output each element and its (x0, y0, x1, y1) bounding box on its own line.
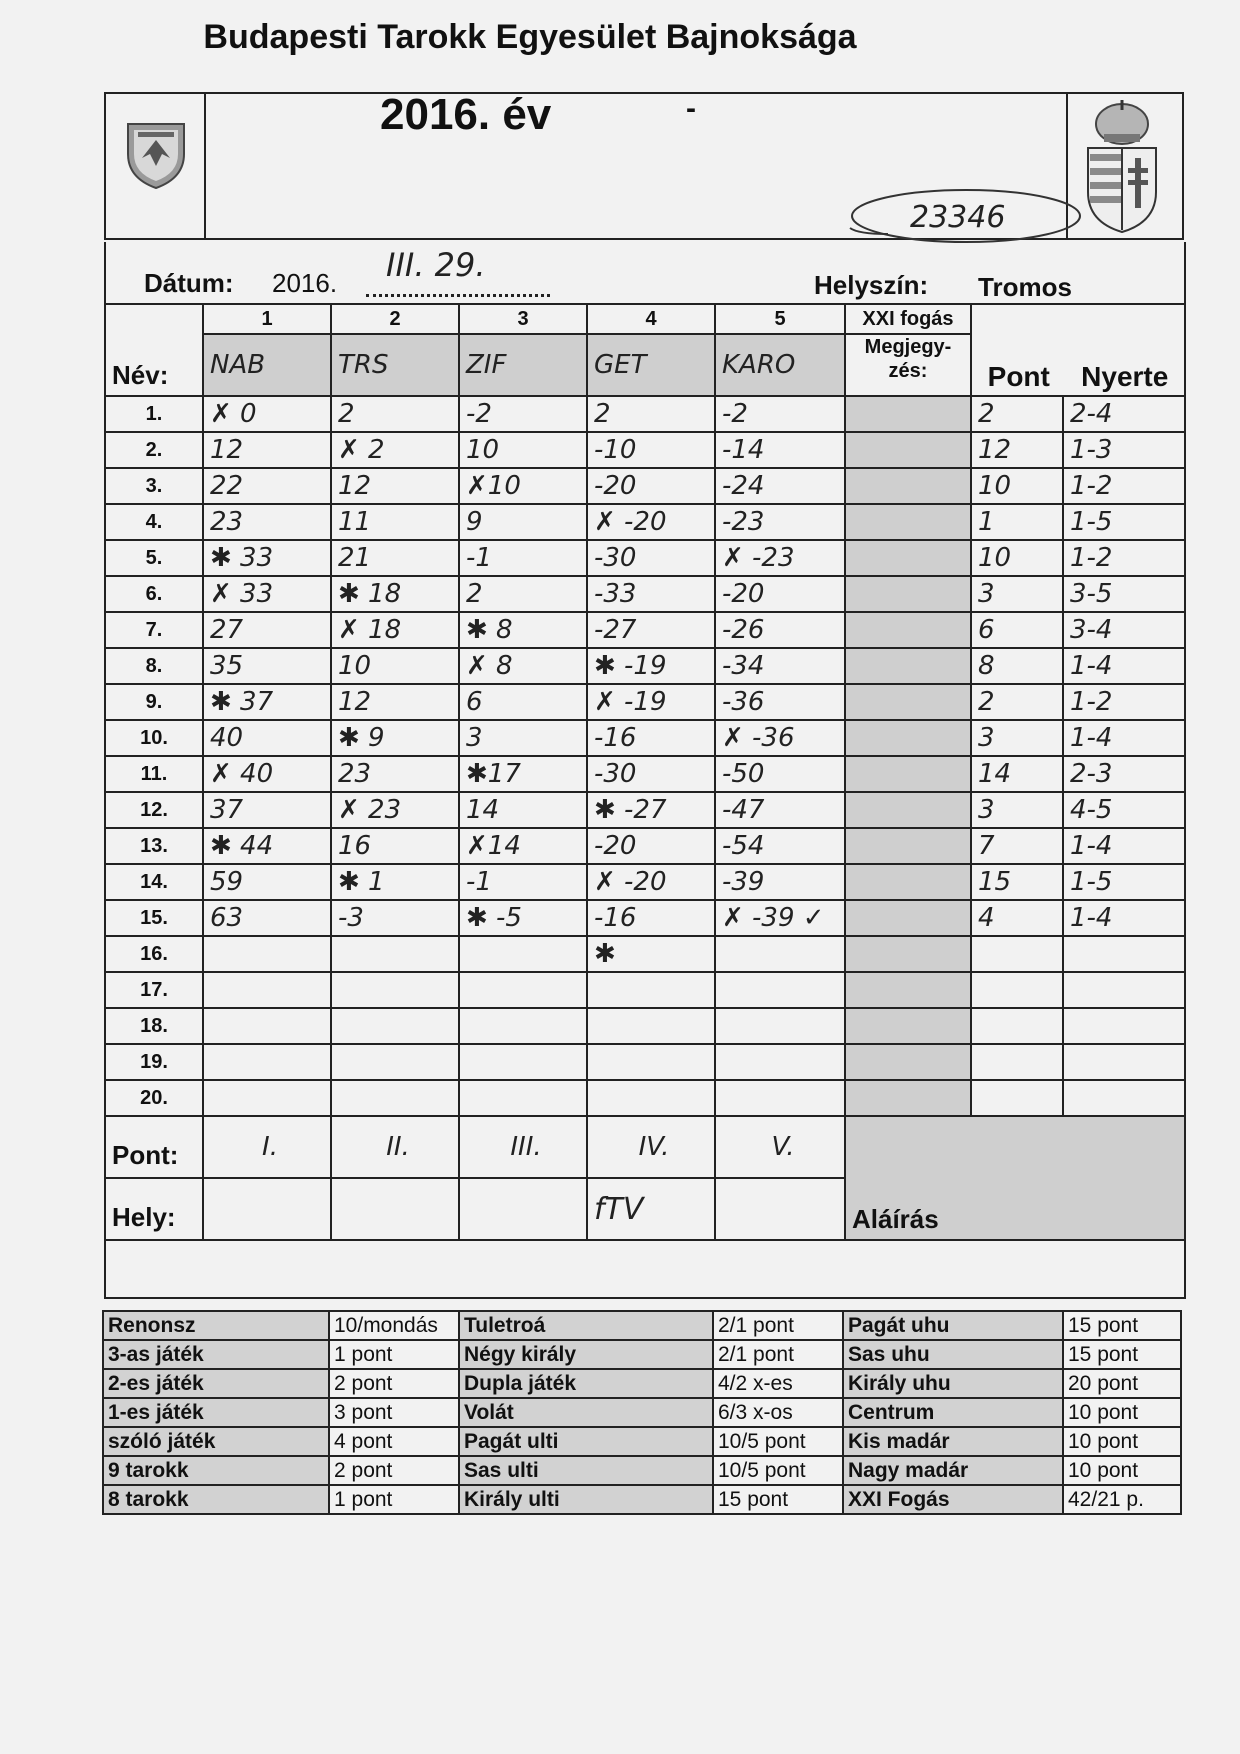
rules-row (103, 1369, 1181, 1398)
row-number: 13. (105, 828, 203, 864)
score-cell (459, 1008, 587, 1044)
note-cell (845, 684, 971, 720)
date-prefix: 2016. (272, 268, 338, 298)
player-name-3: ZIF (459, 334, 587, 396)
pont-cell: 3 (971, 792, 1063, 828)
pont-label: Pont: (105, 1116, 203, 1178)
rules-cell: Centrum (843, 1398, 1063, 1427)
score-cell (331, 972, 459, 1008)
note-cell (845, 576, 971, 612)
coat-of-arms-icon (1082, 96, 1162, 236)
score-cell: -50 (715, 756, 845, 792)
row-number: 12. (105, 792, 203, 828)
table-row (105, 720, 1185, 756)
nyerte-cell: 1-2 (1063, 684, 1185, 720)
nyerte-cell: 2-4 (1063, 396, 1185, 432)
score-cell: 6 (459, 684, 587, 720)
score-cell: ✱ 8 (459, 612, 587, 648)
note-cell (845, 1080, 971, 1116)
score-cell: -20 (587, 468, 715, 504)
rules-cell: Dupla játék (459, 1369, 713, 1398)
note-cell (845, 1044, 971, 1080)
nyerte-cell (1063, 972, 1185, 1008)
year-dash: - (686, 92, 696, 125)
row-number: 7. (105, 612, 203, 648)
blank-band (105, 1240, 1185, 1298)
pont-cell: 3 (971, 720, 1063, 756)
rules-cell: szóló játék (103, 1427, 329, 1456)
score-cell: 12 (331, 684, 459, 720)
table-row (105, 684, 1185, 720)
year-heading: 2016. év (380, 90, 552, 139)
player-name-1: NAB (203, 334, 331, 396)
score-cell: -34 (715, 648, 845, 684)
score-cell: ✱ 33 (203, 540, 331, 576)
rules-row (103, 1456, 1181, 1485)
pont-value-3: III. (459, 1116, 587, 1178)
rules-cell: 4 pont (329, 1427, 459, 1456)
row-number: 11. (105, 756, 203, 792)
row-number: 15. (105, 900, 203, 936)
rules-cell: 10/5 pont (713, 1456, 843, 1485)
date-value: III. 29. (386, 246, 486, 284)
score-cell: 2 (331, 396, 459, 432)
pont-cell (971, 1044, 1063, 1080)
page-title: Budapesti Tarokk Egyesület Bajnoksága (203, 18, 857, 56)
score-cell (587, 1080, 715, 1116)
score-cell: ✱ 37 (203, 684, 331, 720)
score-cell: -33 (587, 576, 715, 612)
serial-number (848, 184, 1068, 250)
score-cell: ✱ -5 (459, 900, 587, 936)
rules-cell: 8 tarokk (103, 1485, 329, 1514)
pont-cell: 4 (971, 900, 1063, 936)
score-cell (587, 972, 715, 1008)
nyerte-cell: 2-3 (1063, 756, 1185, 792)
score-cell (587, 1044, 715, 1080)
score-cell: ✱ 9 (331, 720, 459, 756)
rules-cell: Tuletroá (459, 1311, 713, 1340)
note-cell (845, 1008, 971, 1044)
pont-value-2: II. (331, 1116, 459, 1178)
score-cell: 59 (203, 864, 331, 900)
pont-cell (971, 972, 1063, 1008)
score-cell: -36 (715, 684, 845, 720)
nyerte-cell: 4-5 (1063, 792, 1185, 828)
score-cell: 10 (459, 432, 587, 468)
score-cell: 21 (331, 540, 459, 576)
score-cell (331, 936, 459, 972)
score-cell: ✗14 (459, 828, 587, 864)
score-cell: 40 (203, 720, 331, 756)
rules-cell: Kis madár (843, 1427, 1063, 1456)
score-cell: ✱ 18 (331, 576, 459, 612)
score-cell: ✗ -23 (715, 540, 845, 576)
pont-cell: 8 (971, 648, 1063, 684)
pont-cell: 6 (971, 612, 1063, 648)
rules-cell: 2 pont (329, 1369, 459, 1398)
score-cell: ✗ 23 (331, 792, 459, 828)
note-cell (845, 792, 971, 828)
score-cell: ✗ 33 (203, 576, 331, 612)
table-row (105, 468, 1185, 504)
pont-cell: 3 (971, 576, 1063, 612)
score-cell (459, 1080, 587, 1116)
pont-cell (971, 936, 1063, 972)
pont-value-1: I. (203, 1116, 331, 1178)
table-row (105, 936, 1185, 972)
rules-cell: 2 pont (329, 1456, 459, 1485)
score-cell: -16 (587, 720, 715, 756)
note-cell (845, 936, 971, 972)
nyerte-cell: 1-5 (1063, 864, 1185, 900)
row-number: 10. (105, 720, 203, 756)
rules-cell: 3-as játék (103, 1340, 329, 1369)
rules-row (103, 1427, 1181, 1456)
score-cell: 11 (331, 504, 459, 540)
row-number: 4. (105, 504, 203, 540)
row-number: 1. (105, 396, 203, 432)
table-row (105, 612, 1185, 648)
score-cell (715, 1044, 845, 1080)
pont-header: Pont (987, 361, 1050, 392)
rules-cell: Renonsz (103, 1311, 329, 1340)
score-cell: 22 (203, 468, 331, 504)
signature-label: Aláírás (852, 1204, 939, 1234)
nyerte-cell: 3-5 (1063, 576, 1185, 612)
score-cell: -54 (715, 828, 845, 864)
venue-value: Tromos (978, 272, 1072, 302)
rules-cell: XXI Fogás (843, 1485, 1063, 1514)
pont-cell: 2 (971, 684, 1063, 720)
rules-cell: 10 pont (1063, 1456, 1181, 1485)
rules-row (103, 1311, 1181, 1340)
score-cell: ✗ -39 ✓ (715, 900, 845, 936)
rules-cell: Király ulti (459, 1485, 713, 1514)
score-cell: ✱ -19 (587, 648, 715, 684)
note-cell (845, 720, 971, 756)
score-cell: 10 (331, 648, 459, 684)
table-row (105, 1080, 1185, 1116)
score-cell: 3 (459, 720, 587, 756)
score-cell: ✗ -36 (715, 720, 845, 756)
score-cell: -16 (587, 900, 715, 936)
venue-label: Helyszín: (814, 270, 929, 300)
row-number: 5. (105, 540, 203, 576)
score-cell: ✗ 2 (331, 432, 459, 468)
score-cell: 63 (203, 900, 331, 936)
rules-table (102, 1310, 1182, 1515)
rules-row (103, 1398, 1181, 1427)
note-cell (845, 648, 971, 684)
score-cell (715, 936, 845, 972)
rules-cell: Király uhu (843, 1369, 1063, 1398)
pont-cell: 7 (971, 828, 1063, 864)
score-cell (331, 1080, 459, 1116)
row-number: 2. (105, 432, 203, 468)
score-cell (203, 972, 331, 1008)
rules-cell: 3 pont (329, 1398, 459, 1427)
score-cell: -23 (715, 504, 845, 540)
score-cell: -1 (459, 864, 587, 900)
pont-cell: 1 (971, 504, 1063, 540)
score-cell: -27 (587, 612, 715, 648)
score-cell: 23 (203, 504, 331, 540)
score-cell: 12 (331, 468, 459, 504)
score-cell: ✱ 1 (331, 864, 459, 900)
nyerte-cell (1063, 936, 1185, 972)
score-cell: 23 (331, 756, 459, 792)
col-number-1: 1 (203, 304, 331, 334)
note-cell (845, 864, 971, 900)
table-row (105, 396, 1185, 432)
rules-cell: 15 pont (1063, 1340, 1181, 1369)
date-label: Dátum: (144, 268, 234, 298)
nyerte-header: Nyerte (1081, 361, 1169, 392)
score-cell: 2 (459, 576, 587, 612)
pont-cell: 15 (971, 864, 1063, 900)
note-cell (845, 900, 971, 936)
score-cell (459, 1044, 587, 1080)
serial-text: 23346 (910, 200, 1006, 235)
score-cell (715, 1080, 845, 1116)
rules-cell: 10/5 pont (713, 1427, 843, 1456)
nyerte-cell: 1-5 (1063, 504, 1185, 540)
row-number: 3. (105, 468, 203, 504)
score-cell: 12 (203, 432, 331, 468)
xxi-header: XXI fogás (845, 304, 971, 334)
score-cell: -30 (587, 540, 715, 576)
score-cell: -24 (715, 468, 845, 504)
score-table (104, 242, 1186, 1299)
row-number: 14. (105, 864, 203, 900)
score-cell (715, 1008, 845, 1044)
rules-cell: Pagát ulti (459, 1427, 713, 1456)
score-cell: 16 (331, 828, 459, 864)
rules-cell: 42/21 p. (1063, 1485, 1181, 1514)
score-cell: ✱ (587, 936, 715, 972)
score-cell (331, 1044, 459, 1080)
score-cell (459, 972, 587, 1008)
rules-cell: 6/3 x-os (713, 1398, 843, 1427)
note-cell (845, 540, 971, 576)
nyerte-cell: 1-4 (1063, 900, 1185, 936)
rules-cell: 2/1 pont (713, 1340, 843, 1369)
row-number: 18. (105, 1008, 203, 1044)
table-row (105, 972, 1185, 1008)
score-cell: -10 (587, 432, 715, 468)
score-cell: -2 (459, 396, 587, 432)
score-cell (459, 936, 587, 972)
score-cell: -20 (587, 828, 715, 864)
note-header: Megjegy- zés: (845, 334, 971, 396)
score-cell: -14 (715, 432, 845, 468)
rules-cell: 15 pont (1063, 1311, 1181, 1340)
table-row (105, 1044, 1185, 1080)
score-cell (203, 1044, 331, 1080)
score-cell: ✗ -20 (587, 504, 715, 540)
rules-cell: 2/1 pont (713, 1311, 843, 1340)
score-cell: 37 (203, 792, 331, 828)
nyerte-cell (1063, 1008, 1185, 1044)
score-cell: ✗ -19 (587, 684, 715, 720)
nyerte-cell (1063, 1044, 1185, 1080)
pont-cell: 10 (971, 540, 1063, 576)
rules-cell: 4/2 x-es (713, 1369, 843, 1398)
table-row (105, 828, 1185, 864)
table-row (105, 1008, 1185, 1044)
pont-cell: 12 (971, 432, 1063, 468)
pont-cell: 14 (971, 756, 1063, 792)
hely-label: Hely: (105, 1178, 203, 1240)
score-rows (105, 396, 1185, 1116)
score-cell (331, 1008, 459, 1044)
nyerte-cell: 1-3 (1063, 432, 1185, 468)
row-number: 19. (105, 1044, 203, 1080)
note-cell (845, 432, 971, 468)
player-name-5: KARO (715, 334, 845, 396)
score-cell: 14 (459, 792, 587, 828)
score-cell: -2 (715, 396, 845, 432)
note-cell (845, 468, 971, 504)
score-cell: ✗ 40 (203, 756, 331, 792)
score-cell: ✱ 44 (203, 828, 331, 864)
club-emblem-icon (124, 118, 188, 190)
score-cell (715, 972, 845, 1008)
table-row (105, 792, 1185, 828)
rules-cell: 1 pont (329, 1485, 459, 1514)
score-cell: -20 (715, 576, 845, 612)
rules-row (103, 1340, 1181, 1369)
rules-cell: Sas ulti (459, 1456, 713, 1485)
table-row (105, 864, 1185, 900)
table-row (105, 900, 1185, 936)
score-cell: ✗ -20 (587, 864, 715, 900)
row-number: 6. (105, 576, 203, 612)
rules-cell: 20 pont (1063, 1369, 1181, 1398)
nyerte-cell: 1-2 (1063, 468, 1185, 504)
rules-cell: Négy király (459, 1340, 713, 1369)
rules-cell: Volát (459, 1398, 713, 1427)
row-number: 16. (105, 936, 203, 972)
nyerte-cell (1063, 1080, 1185, 1116)
score-cell: ✗10 (459, 468, 587, 504)
score-cell: -3 (331, 900, 459, 936)
table-row (105, 648, 1185, 684)
rules-cell: 15 pont (713, 1485, 843, 1514)
note-cell (845, 612, 971, 648)
col-number-2: 2 (331, 304, 459, 334)
rules-row (103, 1485, 1181, 1514)
note-cell (845, 828, 971, 864)
name-label: Név: (105, 304, 203, 396)
table-row (105, 540, 1185, 576)
score-cell: 35 (203, 648, 331, 684)
pont-value-4: IV. (587, 1116, 715, 1178)
table-row (105, 756, 1185, 792)
player-name-4: GET (587, 334, 715, 396)
score-cell: -1 (459, 540, 587, 576)
score-cell: 2 (587, 396, 715, 432)
rules-cell: 10 pont (1063, 1427, 1181, 1456)
rules-cell: 10 pont (1063, 1398, 1181, 1427)
hely-value-5 (715, 1178, 845, 1240)
table-row (105, 432, 1185, 468)
col-number-5: 5 (715, 304, 845, 334)
player-name-2: TRS (331, 334, 459, 396)
pont-cell (971, 1008, 1063, 1044)
pont-cell: 2 (971, 396, 1063, 432)
score-cell: -39 (715, 864, 845, 900)
score-cell (203, 1080, 331, 1116)
col-number-3: 3 (459, 304, 587, 334)
row-number: 17. (105, 972, 203, 1008)
rules-cell: 2-es játék (103, 1369, 329, 1398)
nyerte-cell: 1-4 (1063, 828, 1185, 864)
note-cell (845, 504, 971, 540)
rules-cell: 9 tarokk (103, 1456, 329, 1485)
rules-cell: 1 pont (329, 1340, 459, 1369)
score-cell: -30 (587, 756, 715, 792)
row-number: 8. (105, 648, 203, 684)
hely-value-3 (459, 1178, 587, 1240)
rules-cell: 1-es játék (103, 1398, 329, 1427)
note-cell (845, 972, 971, 1008)
note-cell (845, 396, 971, 432)
nyerte-cell: 1-4 (1063, 720, 1185, 756)
hely-value-4: fTV (587, 1178, 715, 1240)
rules-cell: Sas uhu (843, 1340, 1063, 1369)
row-number: 9. (105, 684, 203, 720)
score-cell: -47 (715, 792, 845, 828)
rules-cell: Nagy madár (843, 1456, 1063, 1485)
table-row (105, 576, 1185, 612)
score-cell: ✱17 (459, 756, 587, 792)
score-cell (203, 936, 331, 972)
score-cell: 27 (203, 612, 331, 648)
pont-value-5: V. (715, 1116, 845, 1178)
score-cell: ✗ 8 (459, 648, 587, 684)
note-cell (845, 756, 971, 792)
hely-value-2 (331, 1178, 459, 1240)
table-row (105, 504, 1185, 540)
rules-cell: 10/mondás (329, 1311, 459, 1340)
row-number: 20. (105, 1080, 203, 1116)
score-cell: 9 (459, 504, 587, 540)
nyerte-cell: 1-2 (1063, 540, 1185, 576)
pont-cell (971, 1080, 1063, 1116)
nyerte-cell: 1-4 (1063, 648, 1185, 684)
score-cell (203, 1008, 331, 1044)
score-cell: ✱ -27 (587, 792, 715, 828)
hely-value-1 (203, 1178, 331, 1240)
rules-cell: Pagát uhu (843, 1311, 1063, 1340)
nyerte-cell: 3-4 (1063, 612, 1185, 648)
col-number-4: 4 (587, 304, 715, 334)
score-cell: ✗ 18 (331, 612, 459, 648)
pont-cell: 10 (971, 468, 1063, 504)
score-cell (587, 1008, 715, 1044)
score-cell: ✗ 0 (203, 396, 331, 432)
score-cell: -26 (715, 612, 845, 648)
